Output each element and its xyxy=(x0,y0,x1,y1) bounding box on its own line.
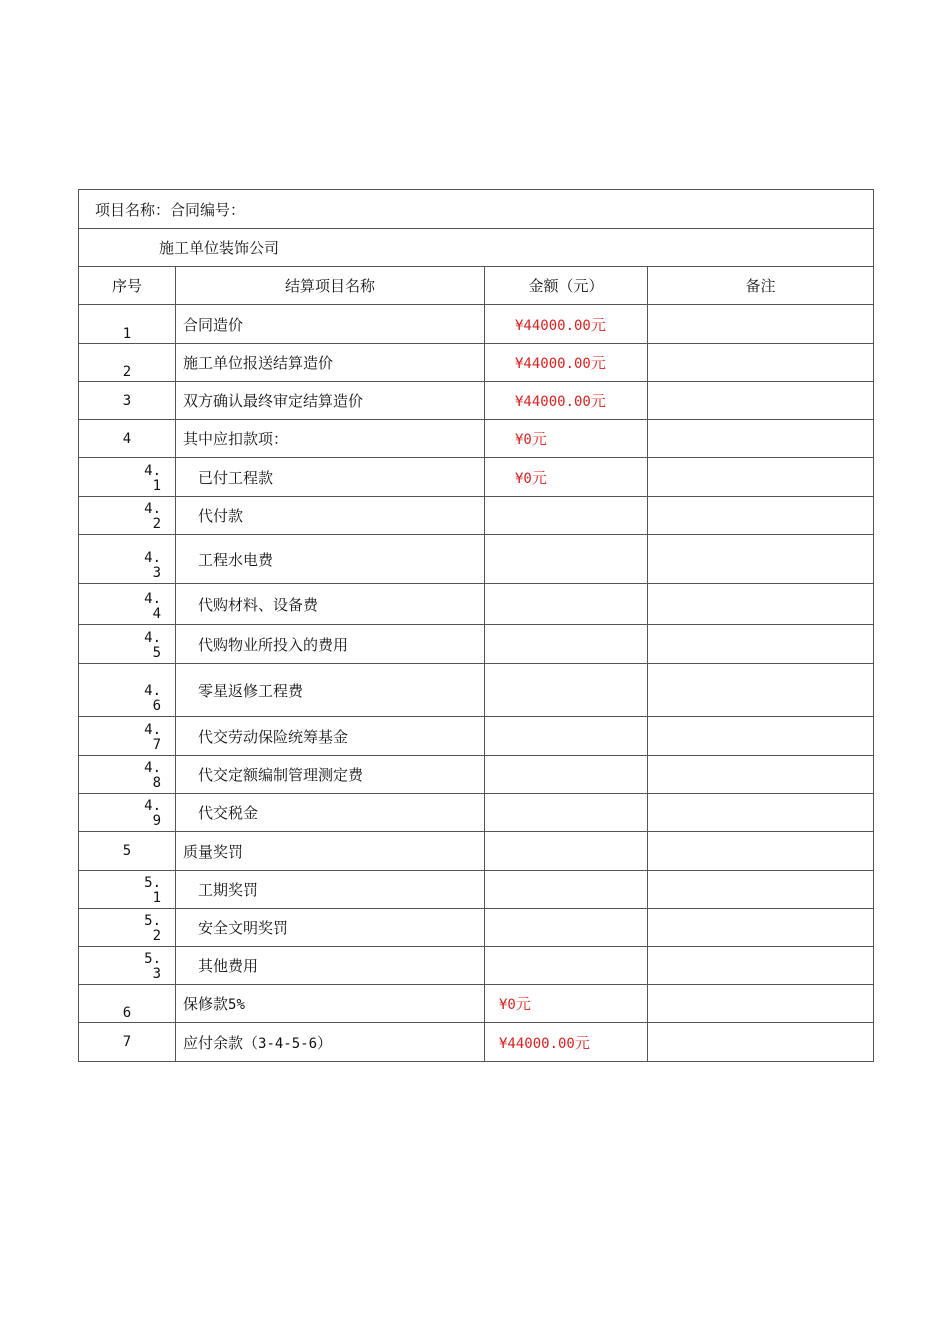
table-row xyxy=(79,1023,874,1062)
row-item: 代购材料、设备费 xyxy=(176,584,485,625)
table-row xyxy=(79,458,874,497)
amount-value: ¥0 xyxy=(499,997,516,1013)
row-no xyxy=(79,664,176,717)
row-item: 工期奖罚 xyxy=(176,871,485,909)
row-remark xyxy=(648,871,874,909)
row-amount xyxy=(485,871,648,909)
table-row xyxy=(79,664,874,717)
row-item: 合同造价 xyxy=(176,305,485,344)
table-row xyxy=(79,871,874,909)
row-no: 4 xyxy=(79,420,176,458)
row-item-text: 应付余款（ xyxy=(183,1033,259,1052)
row-amount xyxy=(485,344,648,382)
row-item: 代付款 xyxy=(176,497,485,535)
row-item: 质量奖罚 xyxy=(176,832,485,871)
row-item-percent: 5% xyxy=(228,997,245,1013)
amount-value: ¥44000.00 xyxy=(499,1035,575,1052)
table-row xyxy=(79,909,874,947)
amount-unit: 元 xyxy=(590,354,606,372)
row-no xyxy=(79,717,176,756)
row-amount xyxy=(485,1023,648,1062)
amount-value: ¥44000.00 xyxy=(515,356,591,372)
row-item: 代交税金 xyxy=(176,794,485,832)
row-no: 3 xyxy=(79,382,176,420)
row-no: 2 xyxy=(79,344,176,382)
row-amount xyxy=(485,625,648,664)
row-remark xyxy=(648,305,874,344)
row-remark xyxy=(648,756,874,794)
row-remark xyxy=(648,985,874,1023)
table-row xyxy=(79,344,874,382)
amount-unit: 元 xyxy=(590,392,606,410)
row-remark xyxy=(648,717,874,756)
row-item: 施工单位报送结算造价 xyxy=(176,344,485,382)
row-no xyxy=(79,909,176,947)
row-no-part: 3 xyxy=(152,565,161,581)
row-amount xyxy=(485,458,648,497)
row-item: 工程水电费 xyxy=(176,535,485,584)
row-no xyxy=(79,947,176,985)
row-no-part: 4. xyxy=(144,630,161,646)
amount-value: ¥0 xyxy=(515,432,532,448)
row-no xyxy=(79,458,176,497)
row-no-part: 4. xyxy=(144,591,161,607)
row-remark xyxy=(648,947,874,985)
row-item: 代购物业所投入的费用 xyxy=(176,625,485,664)
row-amount xyxy=(485,756,648,794)
table-row xyxy=(79,584,874,625)
amount-unit: 元 xyxy=(590,315,606,334)
column-header-row xyxy=(79,267,874,305)
col-header-item: 结算项目名称 xyxy=(176,267,485,305)
table-row xyxy=(79,625,874,664)
row-remark xyxy=(648,420,874,458)
row-amount xyxy=(485,909,648,947)
row-no-part: 2 xyxy=(152,516,161,532)
row-no xyxy=(79,625,176,664)
row-no-part: 5. xyxy=(144,875,161,891)
row-no: 7 xyxy=(79,1023,176,1062)
table-row xyxy=(79,794,874,832)
row-no xyxy=(79,794,176,832)
row-no xyxy=(79,871,176,909)
amount-value: ¥0 xyxy=(515,470,532,487)
row-no-part: 1 xyxy=(152,478,161,494)
row-remark xyxy=(648,832,874,871)
table-row xyxy=(79,382,874,420)
col-header-remark: 备注 xyxy=(648,267,874,305)
row-item xyxy=(176,985,485,1023)
row-amount xyxy=(485,382,648,420)
table-row xyxy=(79,535,874,584)
row-amount xyxy=(485,497,648,535)
row-amount xyxy=(485,664,648,717)
project-name-contract-no: 项目名称：合同编号： xyxy=(79,190,874,229)
row-no-part: 4. xyxy=(144,722,161,738)
row-remark xyxy=(648,1023,874,1062)
row-no-part: 9 xyxy=(152,813,161,829)
table-row xyxy=(79,497,874,535)
row-no-part: 6 xyxy=(152,698,161,714)
row-no-part: 5. xyxy=(144,951,161,967)
row-item: 安全文明奖罚 xyxy=(176,909,485,947)
row-item: 代交定额编制管理测定费 xyxy=(176,756,485,794)
row-no xyxy=(79,584,176,625)
table-row xyxy=(79,947,874,985)
row-item-text: ） xyxy=(317,1033,333,1052)
row-remark xyxy=(648,584,874,625)
row-item: 零星返修工程费 xyxy=(176,664,485,717)
project-row xyxy=(79,190,874,229)
row-remark xyxy=(648,909,874,947)
row-remark xyxy=(648,535,874,584)
row-item-formula: 3-4-5-6 xyxy=(258,1035,318,1052)
table-row xyxy=(79,832,874,871)
row-no-part: 5 xyxy=(152,645,161,661)
row-no-part: 4. xyxy=(144,760,161,776)
row-item: 双方确认最终审定结算造价 xyxy=(176,382,485,420)
table-row xyxy=(79,717,874,756)
amount-unit: 元 xyxy=(531,468,547,487)
row-no-part: 4 xyxy=(152,606,161,622)
row-no-part: 1 xyxy=(152,890,161,906)
amount-value: ¥44000.00 xyxy=(515,394,591,410)
amount-unit: 元 xyxy=(515,995,531,1013)
row-no-part: 4. xyxy=(144,501,161,517)
unit-row xyxy=(79,229,874,267)
row-item: 其中应扣款项： xyxy=(176,420,485,458)
row-amount xyxy=(485,535,648,584)
row-no-part: 4. xyxy=(144,463,161,479)
row-no: 5 xyxy=(79,832,176,871)
row-item-text: 保修款 xyxy=(183,995,229,1013)
row-no-part: 4. xyxy=(144,550,161,566)
table-row xyxy=(79,756,874,794)
row-remark xyxy=(648,794,874,832)
row-amount xyxy=(485,584,648,625)
table-row xyxy=(79,305,874,344)
row-no xyxy=(79,756,176,794)
row-amount xyxy=(485,947,648,985)
row-amount xyxy=(485,985,648,1023)
row-no xyxy=(79,497,176,535)
amount-unit: 元 xyxy=(531,430,547,448)
row-no-part: 4. xyxy=(144,798,161,814)
table-row xyxy=(79,420,874,458)
settlement-table xyxy=(78,189,874,1062)
row-no-part: 2 xyxy=(152,928,161,944)
row-no: 1 xyxy=(79,305,176,344)
row-remark xyxy=(648,497,874,535)
row-no xyxy=(79,535,176,584)
row-amount xyxy=(485,717,648,756)
row-amount xyxy=(485,832,648,871)
row-no-part: 7 xyxy=(152,737,161,753)
amount-value: ¥44000.00 xyxy=(515,317,591,334)
row-amount xyxy=(485,794,648,832)
row-remark xyxy=(648,344,874,382)
row-remark xyxy=(648,625,874,664)
row-no-part: 3 xyxy=(152,966,161,982)
row-no: 6 xyxy=(79,985,176,1023)
row-item: 代交劳动保险统筹基金 xyxy=(176,717,485,756)
row-amount xyxy=(485,305,648,344)
construction-unit: 施工单位装饰公司 xyxy=(79,229,874,267)
row-no-part: 4. xyxy=(144,683,161,699)
row-remark xyxy=(648,382,874,420)
col-header-no: 序号 xyxy=(79,267,176,305)
row-amount xyxy=(485,420,648,458)
table-row xyxy=(79,985,874,1023)
col-header-amount: 金额（元） xyxy=(485,267,648,305)
row-remark xyxy=(648,664,874,717)
row-no-part: 5. xyxy=(144,913,161,929)
row-remark xyxy=(648,458,874,497)
amount-unit: 元 xyxy=(574,1033,590,1052)
row-item: 已付工程款 xyxy=(176,458,485,497)
row-item: 其他费用 xyxy=(176,947,485,985)
row-no-part: 8 xyxy=(152,775,161,791)
row-item xyxy=(176,1023,485,1062)
